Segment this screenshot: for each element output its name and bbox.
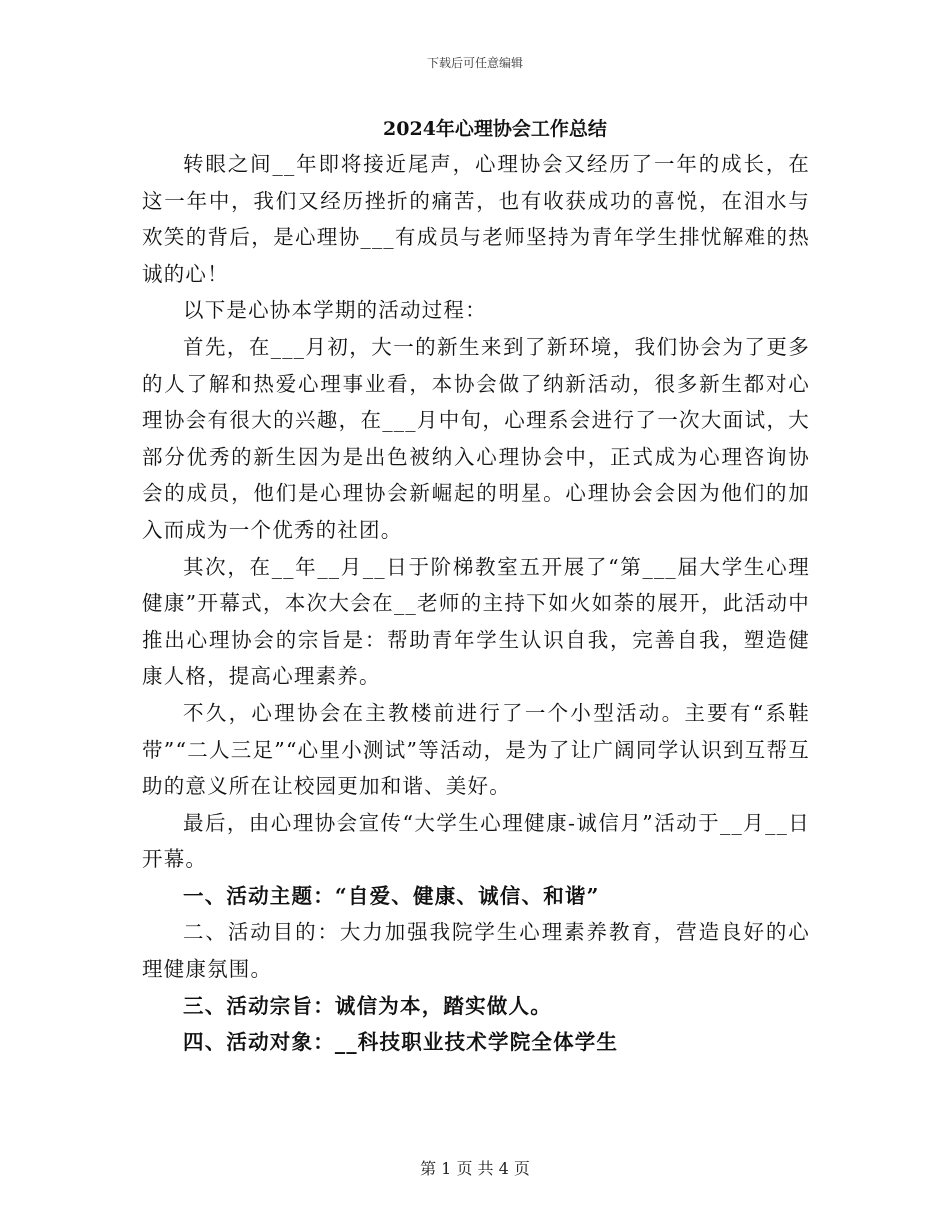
paragraph-intro: 转眼之间__年即将接近尾声，心理协会又经历了一年的成长，在这一年中，我们又经历挫折的痛苦，也有收获成功的喜悦，在泪水与欢笑的背后，是心理协___有成员与老师坚持为青年学生排忧解难的热诚的心！: [142, 152, 810, 286]
document-body: [142, 146, 810, 1061]
section-audience: 四、活动对象：__科技职业技术学院全体学生: [183, 1030, 619, 1055]
paragraph-finally: 最后，由心理协会宣传“大学生心理健康-诚信月”活动于__月__日开幕。: [142, 810, 810, 872]
paragraph-first: 首先，在___月初，大一的新生来到了新环境，我们协会为了更多的人了解和热爱心理事业看，本协会做了纳新活动，很多新生都对心理协会有很大的兴趣，在___月中旬，心理系会进行了一次大面试，大部分优秀的新生因为是出色被纳入心理协会中，正式成为心理咨询协会的成员，他们是心理协会新崛起的明星。心理协会会因为他们的加入而成为一个优秀的社团。: [142, 334, 810, 542]
paragraph-activity-intro: 以下是心协本学期的活动过程：: [183, 298, 487, 323]
section-tenet: 三、活动宗旨：诚信为本，踏实做人。: [183, 993, 552, 1018]
page-footer: 第 1 页 共 4 页: [420, 1159, 530, 1178]
paragraph-second: 其次，在__年__月__日于阶梯教室五开展了“第___届大学生心理健康”开幕式，本次大会在__老师的主持下如火如荼的展开，此活动中推出心理协会的宗旨是：帮助青年学生认识自我，完善自我，塑造健康人格，提高心理素养。: [142, 554, 810, 689]
page-title: 2024年心理协会工作总结: [383, 118, 607, 140]
section-purpose: 二、活动目的：大力加强我院学生心理素养教育，营造良好的心理健康氛围。: [142, 920, 810, 982]
header-note: 下载后可任意编辑: [426, 56, 523, 70]
paragraph-later: 不久，心理协会在主教楼前进行了一个小型活动。主要有“系鞋带”“二人三足”“心里小测试”等活动，是为了让广阔同学认识到互帮互助的意义所在让校园更加和谐、美好。: [142, 700, 810, 799]
section-theme: 一、活动主题：“自爱、健康、诚信、和谐”: [183, 883, 600, 908]
